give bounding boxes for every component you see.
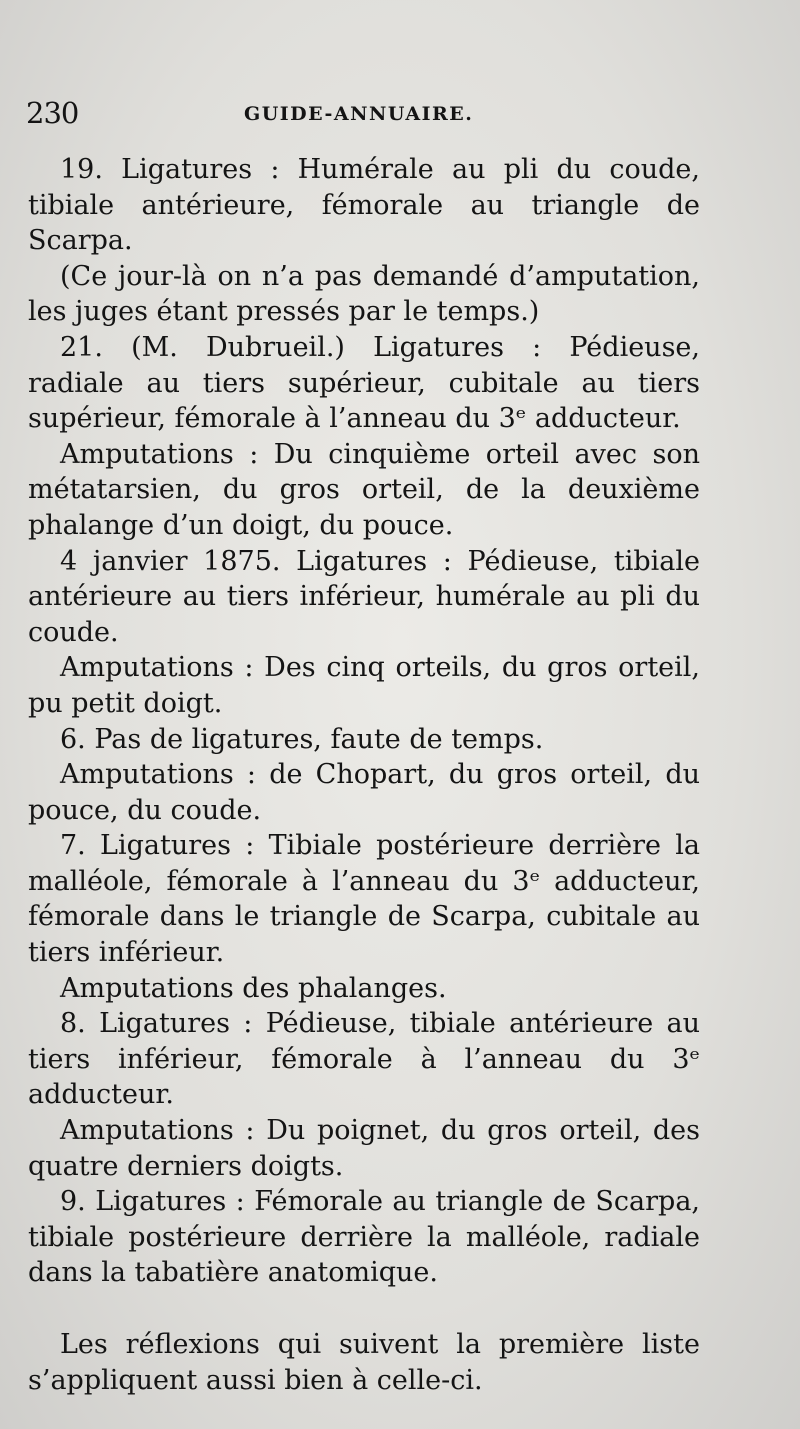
paragraph-21: 21. (M. Dubrueil.) Ligatures : Pédieuse, radiale au tiers supérieur, cubitale au tiers supérieur, fémorale à l’anneau du 3ᵉ adducteur. bbox=[28, 331, 700, 435]
paragraph-amputations-4: Amputations : Des cinq orteils, du gros orteil, pu petit doigt. bbox=[28, 652, 700, 719]
paragraph-9: 9. Ligatures : Fémorale au triangle de Scarpa, tibiale postérieure derrière la malléole, radiale dans la tabatière anatomique. bbox=[28, 1186, 700, 1289]
page-header bbox=[26, 95, 726, 135]
paragraph-7: 7. Ligatures : Tibiale postérieure derrière la malléole, fémorale à l’anneau du 3ᵉ adducteur, fémorale dans le triangle de Scarpa, cubitale au tiers inférieur. bbox=[28, 830, 700, 969]
paragraph-4-janvier: 4 janvier 1875. Ligatures : Pédieuse, tibiale antérieure au tiers inférieur, humérale au pli du coude. bbox=[28, 545, 700, 648]
paragraph-note: (Ce jour-là on n’a pas demandé d’amputation, les juges étant pressés par le temps.) bbox=[28, 260, 700, 328]
paragraph-8: 8. Ligatures : Pédieuse, tibiale antérieure au tiers inférieur, fémorale à l’anneau du 3ᵉ adducteur. bbox=[28, 1008, 700, 1111]
running-head: GUIDE-ANNUAIRE. bbox=[244, 103, 474, 125]
page-number: 230 bbox=[26, 96, 79, 130]
paragraph-amputations-7: Amputations des phalanges. bbox=[60, 972, 447, 1004]
paragraph-19: 19. Ligatures : Humérale au pli du coude, tibiale antérieure, fémorale au triangle de Scarpa. bbox=[28, 154, 700, 257]
paragraph-amputations-8: Amputations : Du poignet, du gros orteil, des quatre derniers doigts. bbox=[28, 1115, 700, 1182]
paragraph-reflexions: Les réflexions qui suivent la première liste s’appliquent aussi bien à celle-ci. bbox=[28, 1329, 700, 1396]
paragraph-6: 6. Pas de ligatures, faute de temps. bbox=[60, 723, 544, 755]
paragraph-amputations-6: Amputations : de Chopart, du gros orteil, du pouce, du coude. bbox=[28, 759, 700, 826]
body-text bbox=[28, 152, 700, 1398]
paragraph-amputations-21: Amputations : Du cinquième orteil avec son métatarsien, du gros orteil, de la deuxième phalange d’un doigt, du pouce. bbox=[28, 438, 700, 541]
